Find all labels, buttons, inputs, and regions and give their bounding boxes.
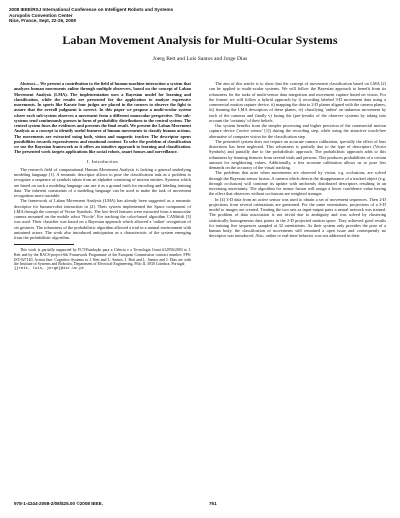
abstract: [14, 81, 191, 155]
paper-title: Laban Movement Analysis for Multi-Ocular Systems: [62, 33, 338, 47]
right-column: [209, 81, 386, 239]
conference-venue: Acropolis Convention Center: [9, 12, 73, 18]
section-heading-introduction: I. Introduction: [86, 158, 119, 164]
abstract-label: Abstract: [20, 81, 35, 86]
footnote: This work is partially supported by FCT-Fundação para a Ciência e a Tecnologia Grant #12956/2003 to J. Rett and by the BACS-project-6th Framework Programme of the European Commission contract number: FP6-IST-027140, Action line: Cognitive Systems to J. Rett and L. Santos. J. Rett and L. Santos and J. Dias are with the Institute of Systems and Robotics, Department of Electrical Engineering, Pólo II, 3030 Coimbra, Portugal: [14, 248, 191, 267]
left-column: [14, 81, 191, 272]
paragraph: The problems that arise when movements are observed by vision, e.g. occlusions, are solved through the Bayesian sensor fusion. A camera which detects the disappearance of a tracked object (e.g. through occlusion) will continue its update with uniformly distributed descriptors resulting in an increasing uncertainty. The algorithm for sensor fusion will assign a lower confidence value having the effect that observers without occlusions are weighted stronger.: [209, 170, 386, 197]
conference-date: Nice, France, Sept, 22-26, 2008: [9, 18, 76, 24]
conference-header: [9, 7, 269, 24]
footnote-rule: [14, 244, 74, 245]
paragraph: In [4] 3-D data from an active sensor was used to obtain a set of movement sequences. Then 2-D projections from several orientations are generated. For the same orientations, projections of a 3-D model to images are created. Treating the two sets as input-output pairs a neural network was trained. The problem of data association is not trivial due to ambiguity and was solved by clustering statistically homogeneous data points in the 2-D projected motion space. They achieved good results for training five sequences sampled at 32 orientations. As their system only provides the pose of a human body, the classification of movements still remained a open issue and consequently no descriptor was introduced. Also, online or real-time behavior was not addressed in their: [209, 196, 386, 239]
paragraph: The research field of computational Human Movement Analysis is lacking a general underlying modeling language [1]. A semantic descriptor allows to pose the classification task as a problem to recognize a sequence of symbols taken from an alphabet consisting of motion entities. Systems which are based on such a modeling language can use it as a ground truth for encoding and labeling training data. The inherent constraints of a modeling language can be used to make the task of movement recognition more tractable.: [14, 166, 191, 198]
abstract-text: — We present a contribution to the field of human-machine interaction a system that analyzes human movements online through multiple observers, based on the concept of Laban Movement Analysis (LMA). The implementation uses a Bayesian model for learning and classification, while the results are presented for the application to analyze expressive movements. In sports like Karate four judges are placed in the corners to observe the fight to assure that the overall judgment is correct. In this paper we propose a multi-ocular system where each sub-system observes a movement from a different monocular perspective. The sub-systems send continuously guesses in form of probability distributions to the central system. The central system fuses the evidences and presents the final result. We present the Laban Movement Analysis as a concept to identify useful features of human movements to classify human actions. The movements are extracted using both, vision and magnetic tracker. The descriptor opens possibilities towards expressiveness and emotional content. To solve the problem of classification we use the Bayesian framework as it offers an intuitive approach to learning and classification. The presented work targets applications like social robots, smart houses and surveillance.: [14, 81, 191, 155]
footnote-email: {jrett, luis, jorge}@isr.uc.pt: [14, 267, 85, 272]
isbn-copyright: 978-1-4244-2058-2/08/$25.00 ©2008 IEEE.: [14, 501, 103, 506]
page-number: 761: [209, 501, 217, 506]
paragraph: The presented system does not require an accurate camera calibration, specially the effect of lens distortions has been neglected. This robustness is partially due to the type of descriptors (Vector Symbols) and partially due to the probabilistic approach. The probabilistic approach adds to this robustness by learning features from several trials and persons. This produces probabilities of a certain amount for neighboring values. Additionally, a less accurate calibration allows us to pose less demands on the accuracy of the visual tracking.: [209, 138, 386, 170]
paragraph: Our system benefits from the simpler processing and higher precision of the commercial motion capture device ('active sensor' [1]) during the recording step, while using the attractive touch-free alternative of computer vision for the classification step.: [209, 123, 386, 139]
conference-name: 2008 IEEE/RSJ International Conference on Intelligent Robots and Systems: [9, 7, 174, 12]
paragraph: The framework of Laban Movement Analysis (LMA) has already been suggested as a semantic descriptor for human-robot interaction in [2]. Their system implemented the Space component of LMA through the concept of Vector Symbols. The low-level features were extracted from a monocular camera mounted on the mobile robot 'Nicole'. For tracking the color-based algorithm CAMshift [3] was used. Their classifier was based on a Bayesian approach which allowed a 'online' recognition of six gestures. The robustness of the probabilistic algorithm allowed a trial in a natural environment with untrained actors. The work also introduced anticipation as a characteristic of the system emerging from the probabilistic algorithm.: [14, 198, 192, 240]
paper-authors: Joerg Rett and Luís Santos and Jorge Dias: [152, 56, 248, 62]
paragraph: The aim of this article is to show that the concept of movement classification based on LMA [2] can be applied to multi-ocular systems. We will follow the Bayesian approach to benefit from its robustness for the tasks of multi-sensor data integration and movement capture based on vision. For the former we will follow a hybrid approach by i) recording labeled 3-D movement data using a commercial motion capture device, ii) mapping the data to 2-D planes aligned with the camera planes, iii) learning the LMA descriptors of these planes, iv) classifying 'online' an unknown movement by each of the cameras and finally v) fusing the (pre-)results of the observer systems by taking into account the 'certainty' of their beliefs.: [209, 81, 386, 123]
